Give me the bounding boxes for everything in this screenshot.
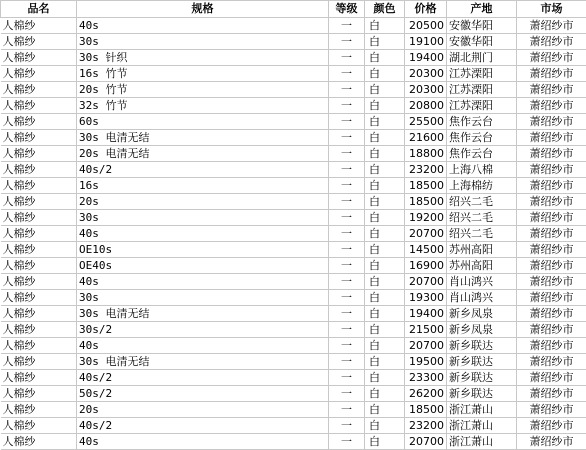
- cell-spec: 60s: [77, 114, 329, 130]
- cell-origin: 新乡凤泉: [447, 306, 517, 322]
- cell-market: 萧绍纱市: [517, 242, 586, 258]
- header-product-name: 品名: [1, 1, 77, 18]
- cell-product-name: 人棉纱: [1, 82, 77, 98]
- cell-grade: 一: [329, 82, 365, 98]
- cell-spec: 40s/2: [77, 162, 329, 178]
- cell-spec: 20s: [77, 402, 329, 418]
- header-color: 颜色: [365, 1, 405, 18]
- cell-spec: 16s: [77, 178, 329, 194]
- cell-origin: 焦作云台: [447, 130, 517, 146]
- cell-origin: 新乡联达: [447, 386, 517, 402]
- cell-market: 萧绍纱市: [517, 370, 586, 386]
- cell-product-name: 人棉纱: [1, 226, 77, 242]
- cell-color: 白: [365, 354, 405, 370]
- table-row: [1, 258, 586, 274]
- table-row: [1, 386, 586, 402]
- table-row: [1, 274, 586, 290]
- cell-grade: 一: [329, 354, 365, 370]
- cell-origin: 江苏溧阳: [447, 98, 517, 114]
- cell-price: 21500: [405, 322, 447, 338]
- cell-product-name: 人棉纱: [1, 290, 77, 306]
- cell-color: 白: [365, 34, 405, 50]
- table-body: [1, 18, 586, 450]
- cell-spec: 20s 竹节: [77, 82, 329, 98]
- cell-color: 白: [365, 370, 405, 386]
- cell-price: 20300: [405, 66, 447, 82]
- cell-spec: 30s: [77, 210, 329, 226]
- table-row: [1, 114, 586, 130]
- cell-product-name: 人棉纱: [1, 178, 77, 194]
- cell-grade: 一: [329, 98, 365, 114]
- cell-market: 萧绍纱市: [517, 338, 586, 354]
- cell-origin: 绍兴二毛: [447, 226, 517, 242]
- cell-origin: 上海八棉: [447, 162, 517, 178]
- cell-product-name: 人棉纱: [1, 306, 77, 322]
- table-row: [1, 162, 586, 178]
- cell-product-name: 人棉纱: [1, 18, 77, 34]
- cell-grade: 一: [329, 258, 365, 274]
- cell-product-name: 人棉纱: [1, 434, 77, 450]
- cell-market: 萧绍纱市: [517, 418, 586, 434]
- cell-color: 白: [365, 386, 405, 402]
- cell-price: 19500: [405, 354, 447, 370]
- cell-product-name: 人棉纱: [1, 130, 77, 146]
- cell-market: 萧绍纱市: [517, 162, 586, 178]
- cell-color: 白: [365, 402, 405, 418]
- cell-grade: 一: [329, 130, 365, 146]
- cell-color: 白: [365, 242, 405, 258]
- cell-market: 萧绍纱市: [517, 194, 586, 210]
- cell-color: 白: [365, 226, 405, 242]
- table-row: [1, 418, 586, 434]
- cell-spec: 50s/2: [77, 386, 329, 402]
- cell-market: 萧绍纱市: [517, 402, 586, 418]
- cell-grade: 一: [329, 146, 365, 162]
- cell-market: 萧绍纱市: [517, 114, 586, 130]
- cell-grade: 一: [329, 434, 365, 450]
- header-market: 市场: [517, 1, 586, 18]
- cell-grade: 一: [329, 34, 365, 50]
- cell-spec: 40s/2: [77, 370, 329, 386]
- cell-grade: 一: [329, 290, 365, 306]
- table-row: [1, 434, 586, 450]
- table-row: [1, 50, 586, 66]
- cell-market: 萧绍纱市: [517, 146, 586, 162]
- cell-market: 萧绍纱市: [517, 178, 586, 194]
- cell-grade: 一: [329, 306, 365, 322]
- cell-market: 萧绍纱市: [517, 290, 586, 306]
- cell-price: 20300: [405, 82, 447, 98]
- table-row: [1, 178, 586, 194]
- cell-price: 18500: [405, 402, 447, 418]
- cell-origin: 湖北荆门: [447, 50, 517, 66]
- cell-spec: 40s: [77, 18, 329, 34]
- cell-product-name: 人棉纱: [1, 50, 77, 66]
- cell-grade: 一: [329, 418, 365, 434]
- cell-spec: 40s: [77, 226, 329, 242]
- header-spec: 规格: [77, 1, 329, 18]
- cell-market: 萧绍纱市: [517, 210, 586, 226]
- cell-price: 16900: [405, 258, 447, 274]
- cell-product-name: 人棉纱: [1, 370, 77, 386]
- cell-spec: 40s: [77, 434, 329, 450]
- cell-grade: 一: [329, 242, 365, 258]
- cell-origin: 肖山鸿兴: [447, 274, 517, 290]
- table-row: [1, 402, 586, 418]
- cell-product-name: 人棉纱: [1, 338, 77, 354]
- cell-color: 白: [365, 178, 405, 194]
- cell-origin: 苏州高阳: [447, 258, 517, 274]
- cell-color: 白: [365, 274, 405, 290]
- cell-grade: 一: [329, 18, 365, 34]
- table-row: [1, 322, 586, 338]
- cell-price: 19400: [405, 50, 447, 66]
- table-row: [1, 290, 586, 306]
- cell-product-name: 人棉纱: [1, 210, 77, 226]
- table-row: [1, 130, 586, 146]
- cell-price: 14500: [405, 242, 447, 258]
- cell-color: 白: [365, 162, 405, 178]
- cell-color: 白: [365, 210, 405, 226]
- cell-color: 白: [365, 194, 405, 210]
- cell-product-name: 人棉纱: [1, 274, 77, 290]
- cell-origin: 浙江萧山: [447, 418, 517, 434]
- cell-grade: 一: [329, 226, 365, 242]
- cell-origin: 焦作云台: [447, 146, 517, 162]
- cell-color: 白: [365, 338, 405, 354]
- cell-spec: 32s 竹节: [77, 98, 329, 114]
- cell-product-name: 人棉纱: [1, 418, 77, 434]
- cell-grade: 一: [329, 114, 365, 130]
- table-header: [1, 1, 586, 18]
- cell-price: 20700: [405, 226, 447, 242]
- cell-color: 白: [365, 418, 405, 434]
- cell-origin: 安徽华阳: [447, 18, 517, 34]
- cell-spec: 30s 电清无结: [77, 130, 329, 146]
- cell-spec: 30s/2: [77, 322, 329, 338]
- header-origin: 产地: [447, 1, 517, 18]
- cell-color: 白: [365, 82, 405, 98]
- cell-grade: 一: [329, 402, 365, 418]
- cell-origin: 新乡联达: [447, 370, 517, 386]
- cell-spec: 40s: [77, 274, 329, 290]
- cell-market: 萧绍纱市: [517, 130, 586, 146]
- table-row: [1, 66, 586, 82]
- cell-spec: 30s 针织: [77, 50, 329, 66]
- cell-spec: 30s: [77, 290, 329, 306]
- cell-origin: 浙江萧山: [447, 402, 517, 418]
- cell-market: 萧绍纱市: [517, 226, 586, 242]
- cell-spec: OE10s: [77, 242, 329, 258]
- table-row: [1, 338, 586, 354]
- cell-grade: 一: [329, 194, 365, 210]
- cell-spec: 40s: [77, 338, 329, 354]
- cell-product-name: 人棉纱: [1, 242, 77, 258]
- cell-origin: 焦作云台: [447, 114, 517, 130]
- cell-price: 18500: [405, 194, 447, 210]
- cell-product-name: 人棉纱: [1, 386, 77, 402]
- cell-color: 白: [365, 50, 405, 66]
- cell-market: 萧绍纱市: [517, 98, 586, 114]
- cell-grade: 一: [329, 274, 365, 290]
- cell-origin: 上海棉纺: [447, 178, 517, 194]
- cell-origin: 新乡凤泉: [447, 322, 517, 338]
- table-row: [1, 82, 586, 98]
- cell-price: 19300: [405, 290, 447, 306]
- table-row: [1, 370, 586, 386]
- cell-product-name: 人棉纱: [1, 354, 77, 370]
- cell-price: 20700: [405, 274, 447, 290]
- cell-color: 白: [365, 130, 405, 146]
- cell-grade: 一: [329, 66, 365, 82]
- cell-grade: 一: [329, 178, 365, 194]
- table-row: [1, 98, 586, 114]
- cell-market: 萧绍纱市: [517, 306, 586, 322]
- cell-product-name: 人棉纱: [1, 194, 77, 210]
- cell-spec: 30s 电清无结: [77, 354, 329, 370]
- table-row: [1, 18, 586, 34]
- cell-color: 白: [365, 18, 405, 34]
- cell-price: 26200: [405, 386, 447, 402]
- cell-origin: 江苏溧阳: [447, 66, 517, 82]
- table-row: [1, 306, 586, 322]
- cell-origin: 新乡联达: [447, 338, 517, 354]
- cell-price: 25500: [405, 114, 447, 130]
- cell-price: 18500: [405, 178, 447, 194]
- cell-price: 18800: [405, 146, 447, 162]
- cell-spec: 30s: [77, 34, 329, 50]
- cell-color: 白: [365, 98, 405, 114]
- cell-color: 白: [365, 434, 405, 450]
- table-row: [1, 242, 586, 258]
- cell-market: 萧绍纱市: [517, 386, 586, 402]
- table-row: [1, 194, 586, 210]
- cell-origin: 安徽华阳: [447, 34, 517, 50]
- cell-price: 19100: [405, 34, 447, 50]
- cell-spec: 20s 电清无结: [77, 146, 329, 162]
- cell-market: 萧绍纱市: [517, 82, 586, 98]
- cell-spec: 16s 竹节: [77, 66, 329, 82]
- table-row: [1, 354, 586, 370]
- header-grade: 等级: [329, 1, 365, 18]
- cell-price: 20700: [405, 338, 447, 354]
- cell-spec: OE40s: [77, 258, 329, 274]
- cell-product-name: 人棉纱: [1, 98, 77, 114]
- cell-price: 20800: [405, 98, 447, 114]
- cell-market: 萧绍纱市: [517, 354, 586, 370]
- cell-origin: 肖山鸿兴: [447, 290, 517, 306]
- cell-price: 23200: [405, 162, 447, 178]
- cell-color: 白: [365, 306, 405, 322]
- table-row: [1, 210, 586, 226]
- cell-market: 萧绍纱市: [517, 434, 586, 450]
- cell-product-name: 人棉纱: [1, 146, 77, 162]
- cell-market: 萧绍纱市: [517, 34, 586, 50]
- cell-product-name: 人棉纱: [1, 114, 77, 130]
- cell-grade: 一: [329, 162, 365, 178]
- cell-product-name: 人棉纱: [1, 258, 77, 274]
- cell-spec: 30s 电清无结: [77, 306, 329, 322]
- cell-color: 白: [365, 66, 405, 82]
- cell-price: 20500: [405, 18, 447, 34]
- cell-origin: 绍兴二毛: [447, 194, 517, 210]
- cell-grade: 一: [329, 322, 365, 338]
- cell-grade: 一: [329, 338, 365, 354]
- cell-grade: 一: [329, 370, 365, 386]
- cell-product-name: 人棉纱: [1, 162, 77, 178]
- cell-product-name: 人棉纱: [1, 66, 77, 82]
- cell-grade: 一: [329, 210, 365, 226]
- cell-grade: 一: [329, 50, 365, 66]
- header-price: 价格: [405, 1, 447, 18]
- cell-market: 萧绍纱市: [517, 66, 586, 82]
- cell-price: 23200: [405, 418, 447, 434]
- header-row: [1, 1, 586, 18]
- table-row: [1, 226, 586, 242]
- cell-color: 白: [365, 114, 405, 130]
- cell-grade: 一: [329, 386, 365, 402]
- cell-color: 白: [365, 258, 405, 274]
- cell-price: 21600: [405, 130, 447, 146]
- cell-origin: 浙江萧山: [447, 434, 517, 450]
- cell-market: 萧绍纱市: [517, 274, 586, 290]
- cell-product-name: 人棉纱: [1, 322, 77, 338]
- cell-price: 20700: [405, 434, 447, 450]
- cell-price: 19200: [405, 210, 447, 226]
- cell-price: 19400: [405, 306, 447, 322]
- cell-spec: 40s/2: [77, 418, 329, 434]
- cell-price: 23300: [405, 370, 447, 386]
- cell-origin: 新乡联达: [447, 354, 517, 370]
- cell-spec: 20s: [77, 194, 329, 210]
- cell-product-name: 人棉纱: [1, 34, 77, 50]
- cell-origin: 绍兴二毛: [447, 210, 517, 226]
- cell-color: 白: [365, 146, 405, 162]
- cell-market: 萧绍纱市: [517, 322, 586, 338]
- table-row: [1, 146, 586, 162]
- cell-market: 萧绍纱市: [517, 50, 586, 66]
- cell-color: 白: [365, 322, 405, 338]
- cell-origin: 江苏溧阳: [447, 82, 517, 98]
- cell-market: 萧绍纱市: [517, 258, 586, 274]
- cell-origin: 苏州高阳: [447, 242, 517, 258]
- cell-color: 白: [365, 290, 405, 306]
- cell-market: 萧绍纱市: [517, 18, 586, 34]
- cell-product-name: 人棉纱: [1, 402, 77, 418]
- table-row: [1, 34, 586, 50]
